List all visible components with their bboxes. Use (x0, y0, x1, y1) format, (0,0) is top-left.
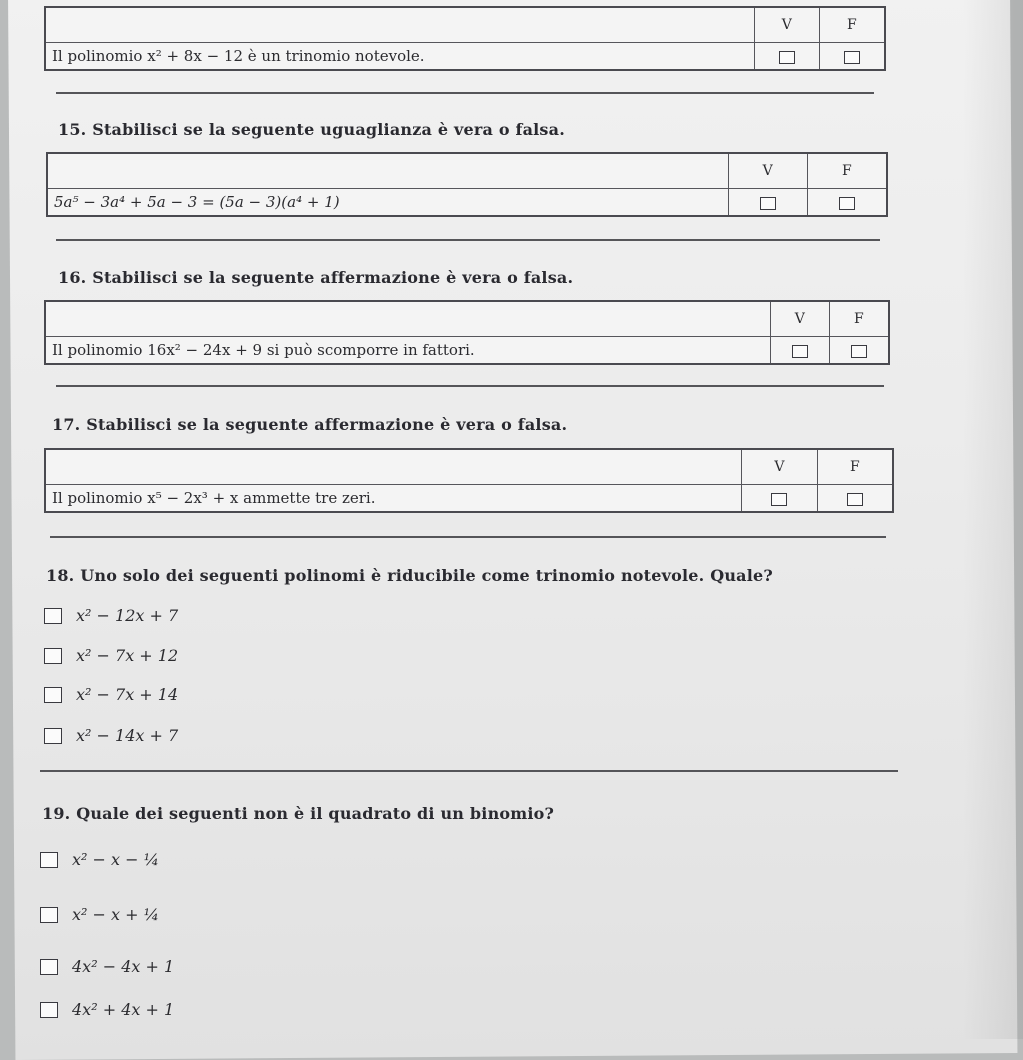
question-17-statement: Il polinomio x⁵ − 2x³ + x ammette tre zeri. (45, 485, 742, 513)
question-18-option-3[interactable] (44, 685, 178, 704)
question-18-option-4[interactable] (44, 726, 178, 745)
question-16-true-checkbox[interactable] (792, 345, 808, 358)
top-true-checkbox[interactable] (779, 51, 795, 64)
divider-line (56, 239, 880, 241)
question-18-option-1[interactable] (44, 606, 178, 625)
question-16-false-checkbox[interactable] (851, 345, 867, 358)
option-checkbox[interactable] (44, 648, 62, 664)
option-checkbox[interactable] (40, 1002, 58, 1018)
question-17-title: 17. Stabilisci se la seguente affermazione è vera o falsa. (52, 415, 568, 434)
question-15-statement: 5a⁵ − 3a⁴ + 5a − 3 = (5a − 3)(a⁴ + 1) (47, 189, 728, 217)
top-false-checkbox[interactable] (844, 51, 860, 64)
question-17-true-checkbox[interactable] (771, 493, 787, 506)
option-label: x² − x − ¼ (72, 850, 160, 869)
option-label: x² − 14x + 7 (76, 726, 179, 745)
question-16-title: 16. Stabilisci se la seguente affermazione è vera o falsa. (58, 268, 574, 287)
question-19-option-4[interactable] (40, 1000, 174, 1019)
option-checkbox[interactable] (40, 852, 58, 868)
option-label: x² − x + ¼ (72, 905, 160, 924)
true-header: V (770, 301, 829, 337)
option-checkbox[interactable] (40, 959, 58, 975)
option-label: x² − 7x + 12 (76, 646, 179, 665)
question-15-table (46, 152, 888, 217)
question-19-title: 19. Quale dei seguenti non è il quadrato di un binomio? (42, 804, 555, 823)
option-label: 4x² + 4x + 1 (72, 1000, 175, 1019)
option-label: 4x² − 4x + 1 (72, 957, 175, 976)
true-header: V (754, 7, 819, 43)
false-header: F (807, 153, 887, 189)
question-18-option-2[interactable] (44, 646, 178, 665)
option-checkbox[interactable] (44, 608, 62, 624)
question-15-true-checkbox[interactable] (760, 197, 776, 210)
divider-line (40, 770, 898, 772)
question-15-title: 15. Stabilisci se la seguente uguaglianza è vera o falsa. (58, 120, 565, 139)
option-label: x² − 7x + 14 (76, 685, 179, 704)
divider-line (50, 536, 886, 538)
page-shadow (963, 0, 1023, 1039)
question-17-false-checkbox[interactable] (847, 493, 863, 506)
question-16-statement: Il polinomio 16x² − 24x + 9 si può scomporre in fattori. (45, 337, 770, 365)
true-header: V (728, 153, 807, 189)
option-checkbox[interactable] (44, 687, 62, 703)
question-15-false-checkbox[interactable] (839, 197, 855, 210)
question-18-title: 18. Uno solo dei seguenti polinomi è riducibile come trinomio notevole. Quale? (46, 566, 773, 585)
question-16-table (44, 300, 890, 365)
top-true-false-table (44, 6, 886, 71)
false-header: F (819, 7, 885, 43)
question-19-option-2[interactable] (40, 905, 159, 924)
top-statement: Il polinomio x² + 8x − 12 è un trinomio notevole. (45, 43, 754, 71)
true-header: V (742, 449, 817, 485)
false-header: F (829, 301, 889, 337)
false-header: F (817, 449, 893, 485)
divider-line (56, 92, 874, 94)
question-19-option-3[interactable] (40, 957, 174, 976)
option-checkbox[interactable] (40, 907, 58, 923)
divider-line (56, 385, 884, 387)
question-17-table (44, 448, 894, 513)
question-19-option-1[interactable] (40, 850, 159, 869)
option-label: x² − 12x + 7 (76, 606, 179, 625)
option-checkbox[interactable] (44, 728, 62, 744)
